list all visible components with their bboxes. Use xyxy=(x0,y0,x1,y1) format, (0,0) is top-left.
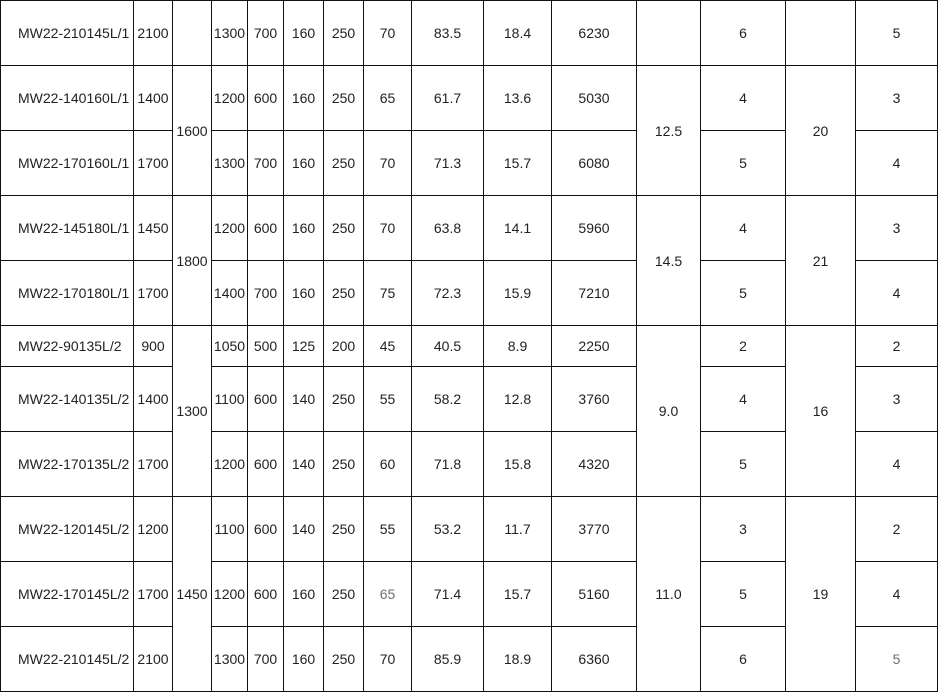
table-cell-merged: 19 xyxy=(786,497,856,692)
table-cell: 250 xyxy=(324,196,364,261)
table-cell: 250 xyxy=(324,1,364,66)
table-cell: 1450 xyxy=(134,196,173,261)
table-cell-merged: 11.0 xyxy=(637,497,701,692)
table-cell: 140 xyxy=(284,497,324,562)
table-cell: 160 xyxy=(284,66,324,131)
table-cell: 13.6 xyxy=(484,66,552,131)
table-cell: 4 xyxy=(701,66,786,131)
table-cell: 1400 xyxy=(134,367,173,432)
table-cell: 250 xyxy=(324,497,364,562)
table-cell: 1100 xyxy=(212,367,248,432)
table-cell: 140 xyxy=(284,367,324,432)
table-row xyxy=(1,326,938,367)
table-cell: 18.9 xyxy=(484,627,552,692)
table-cell: 75 xyxy=(364,261,412,326)
table-cell: 70 xyxy=(364,196,412,261)
model-cell: MW22-120145L/2 xyxy=(1,497,134,562)
table-cell: 5 xyxy=(701,131,786,196)
table-cell: 4 xyxy=(701,367,786,432)
table-cell: 1700 xyxy=(134,562,173,627)
table-cell: 53.2 xyxy=(412,497,484,562)
table-cell: 85.9 xyxy=(412,627,484,692)
table-cell: 600 xyxy=(248,562,284,627)
table-cell-merged: 1450 xyxy=(173,497,212,692)
table-cell: 4320 xyxy=(552,432,637,497)
table-cell: 5 xyxy=(701,432,786,497)
table-cell: 5 xyxy=(701,562,786,627)
table-cell: 14.1 xyxy=(484,196,552,261)
table-row xyxy=(1,196,938,261)
model-cell: MW22-90135L/2 xyxy=(1,326,134,367)
table-cell: 600 xyxy=(248,497,284,562)
table-cell: 6 xyxy=(701,1,786,66)
table-cell: 8.9 xyxy=(484,326,552,367)
table-cell: 83.5 xyxy=(412,1,484,66)
table-cell: 1200 xyxy=(212,432,248,497)
table-cell: 2 xyxy=(856,497,938,562)
table-row xyxy=(1,1,938,66)
table-cell: 700 xyxy=(248,627,284,692)
table-cell: 71.4 xyxy=(412,562,484,627)
table-cell: 160 xyxy=(284,131,324,196)
table-cell: 2 xyxy=(701,326,786,367)
table-cell: 1400 xyxy=(134,66,173,131)
table-cell: 15.9 xyxy=(484,261,552,326)
table-cell: 71.8 xyxy=(412,432,484,497)
table-cell: 160 xyxy=(284,196,324,261)
table-cell: 1100 xyxy=(212,497,248,562)
table-cell: 3760 xyxy=(552,367,637,432)
table-cell: 600 xyxy=(248,432,284,497)
table-cell: 2100 xyxy=(134,1,173,66)
table-cell xyxy=(786,1,856,66)
table-cell xyxy=(173,1,212,66)
table-cell: 2 xyxy=(856,326,938,367)
table-cell: 250 xyxy=(324,627,364,692)
table-cell: 1700 xyxy=(134,131,173,196)
table-cell: 1700 xyxy=(134,432,173,497)
table-cell: 70 xyxy=(364,627,412,692)
table-cell: 4 xyxy=(856,562,938,627)
table-cell-merged: 14.5 xyxy=(637,196,701,326)
table-cell: 6360 xyxy=(552,627,637,692)
table-cell: 18.4 xyxy=(484,1,552,66)
table-cell: 1200 xyxy=(212,66,248,131)
table-cell: 250 xyxy=(324,131,364,196)
table-cell: 3 xyxy=(856,196,938,261)
table-cell-merged: 9.0 xyxy=(637,326,701,497)
table-cell: 70 xyxy=(364,1,412,66)
table-cell: 55 xyxy=(364,497,412,562)
table-cell: 1050 xyxy=(212,326,248,367)
model-cell: MW22-145180L/1 xyxy=(1,196,134,261)
table-cell: 140 xyxy=(284,432,324,497)
table-cell: 5960 xyxy=(552,196,637,261)
table-cell-merged: 21 xyxy=(786,196,856,326)
table-cell: 5 xyxy=(701,261,786,326)
model-cell: MW22-210145L/2 xyxy=(1,627,134,692)
table-cell-merged: 1800 xyxy=(173,196,212,326)
table-cell: 160 xyxy=(284,562,324,627)
table-cell: 1300 xyxy=(212,131,248,196)
table-cell: 6 xyxy=(701,627,786,692)
table-row xyxy=(1,66,938,131)
table-cell: 15.7 xyxy=(484,562,552,627)
table-cell: 5 xyxy=(856,1,938,66)
table-cell-merged: 1300 xyxy=(173,326,212,497)
table-cell: 12.8 xyxy=(484,367,552,432)
table-cell: 4 xyxy=(856,261,938,326)
table-cell: 4 xyxy=(856,131,938,196)
table-cell: 160 xyxy=(284,627,324,692)
table-cell: 1300 xyxy=(212,1,248,66)
table-cell: 700 xyxy=(248,1,284,66)
table-cell: 1200 xyxy=(134,497,173,562)
model-cell: MW22-210145L/1 xyxy=(1,1,134,66)
table-cell: 3770 xyxy=(552,497,637,562)
table-cell: 5 xyxy=(856,627,938,692)
table-cell: 1200 xyxy=(212,562,248,627)
table-cell: 250 xyxy=(324,367,364,432)
table-cell: 2250 xyxy=(552,326,637,367)
table-cell: 63.8 xyxy=(412,196,484,261)
table-cell: 45 xyxy=(364,326,412,367)
model-cell: MW22-170145L/2 xyxy=(1,562,134,627)
table-cell: 72.3 xyxy=(412,261,484,326)
table-cell-merged: 16 xyxy=(786,326,856,497)
table-cell: 3 xyxy=(856,367,938,432)
table-cell: 1300 xyxy=(212,627,248,692)
table-cell: 70 xyxy=(364,131,412,196)
table-cell xyxy=(637,1,701,66)
table-cell: 1400 xyxy=(212,261,248,326)
table-cell: 65 xyxy=(364,66,412,131)
table-cell: 58.2 xyxy=(412,367,484,432)
model-cell: MW22-170160L/1 xyxy=(1,131,134,196)
table-cell-merged: 1600 xyxy=(173,66,212,196)
table-cell: 500 xyxy=(248,326,284,367)
table-cell: 5160 xyxy=(552,562,637,627)
table-cell: 15.7 xyxy=(484,131,552,196)
table-cell: 250 xyxy=(324,432,364,497)
table-cell: 3 xyxy=(701,497,786,562)
table-cell: 600 xyxy=(248,66,284,131)
table-cell: 160 xyxy=(284,261,324,326)
table-cell: 3 xyxy=(856,66,938,131)
table-cell-merged: 12.5 xyxy=(637,66,701,196)
table-cell: 65 xyxy=(364,562,412,627)
table-cell: 7210 xyxy=(552,261,637,326)
table-cell: 1700 xyxy=(134,261,173,326)
table-cell: 4 xyxy=(701,196,786,261)
table-cell: 250 xyxy=(324,261,364,326)
table-cell: 700 xyxy=(248,131,284,196)
table-cell: 200 xyxy=(324,326,364,367)
table-cell-merged: 20 xyxy=(786,66,856,196)
table-cell: 60 xyxy=(364,432,412,497)
table-cell: 160 xyxy=(284,1,324,66)
table-cell: 4 xyxy=(856,432,938,497)
table-cell: 250 xyxy=(324,562,364,627)
model-cell: MW22-140160L/1 xyxy=(1,66,134,131)
table-cell: 71.3 xyxy=(412,131,484,196)
table-cell: 61.7 xyxy=(412,66,484,131)
table-cell: 1200 xyxy=(212,196,248,261)
table-cell: 2100 xyxy=(134,627,173,692)
model-cell: MW22-170135L/2 xyxy=(1,432,134,497)
table-cell: 11.7 xyxy=(484,497,552,562)
table-cell: 15.8 xyxy=(484,432,552,497)
table-cell: 6080 xyxy=(552,131,637,196)
model-cell: MW22-140135L/2 xyxy=(1,367,134,432)
table-cell: 700 xyxy=(248,261,284,326)
table-cell: 900 xyxy=(134,326,173,367)
table-cell: 55 xyxy=(364,367,412,432)
table-cell: 125 xyxy=(284,326,324,367)
model-cell: MW22-170180L/1 xyxy=(1,261,134,326)
table-cell: 600 xyxy=(248,367,284,432)
table-row xyxy=(1,497,938,562)
table-cell: 6230 xyxy=(552,1,637,66)
table-cell: 250 xyxy=(324,66,364,131)
table-cell: 5030 xyxy=(552,66,637,131)
table-cell: 600 xyxy=(248,196,284,261)
table-cell: 40.5 xyxy=(412,326,484,367)
